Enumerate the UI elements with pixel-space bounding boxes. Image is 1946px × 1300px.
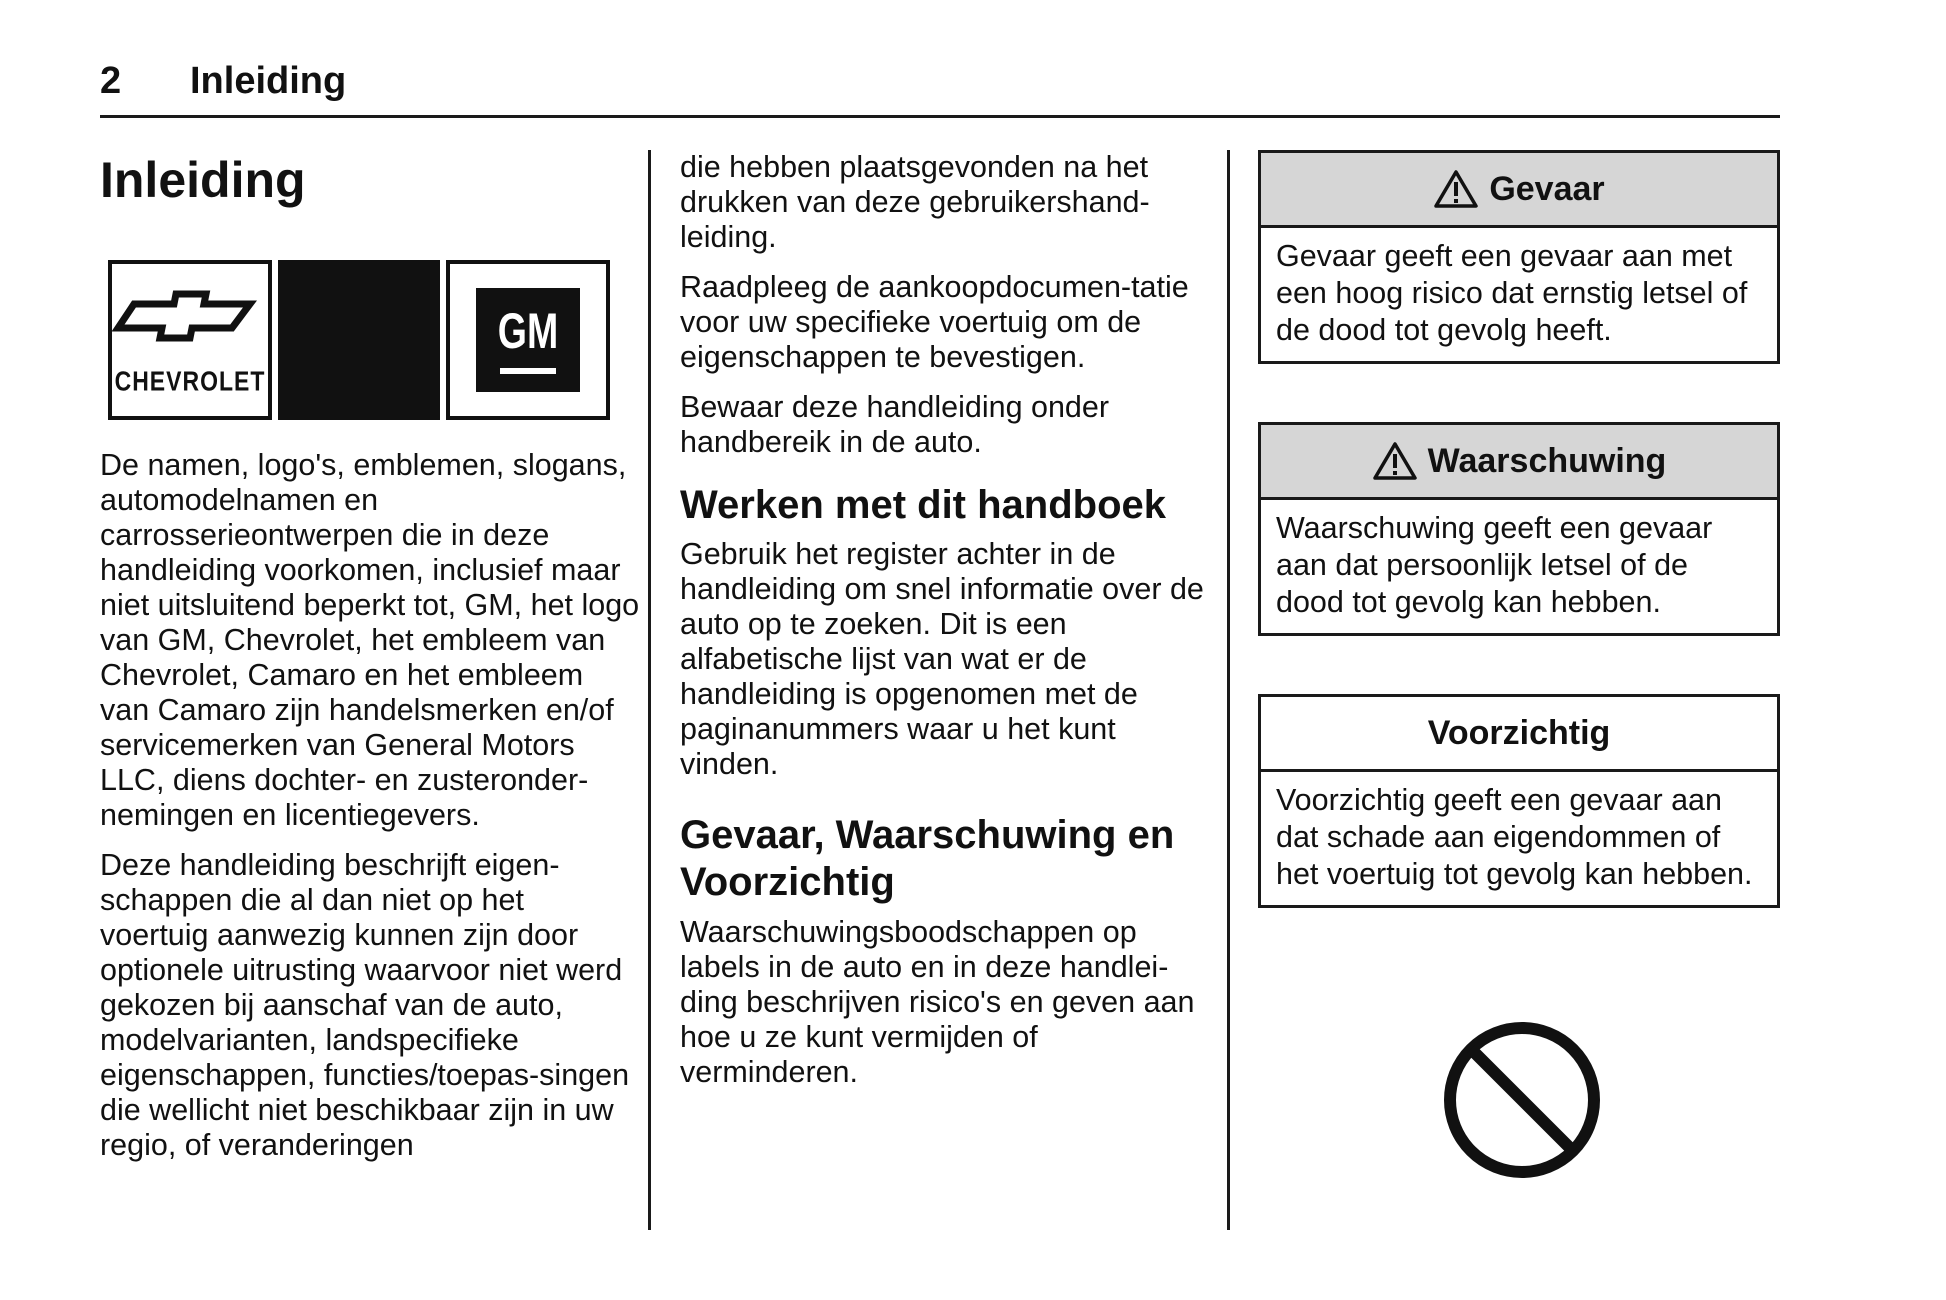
column-2 bbox=[680, 150, 1220, 1090]
warning-notice bbox=[1258, 422, 1780, 636]
warning-title: Waarschuwing bbox=[1427, 441, 1667, 480]
gm-underline bbox=[500, 368, 556, 374]
no-entry-icon bbox=[1442, 1020, 1602, 1180]
danger-notice-header bbox=[1261, 153, 1777, 228]
index-paragraph: Gebruik het register achter in de handleiding om snel informatie over de auto op te zoeken. Dit is een alfabetische lijst van wat er de handleiding is opgenomen met de paginanummers waar u het kunt vinden. bbox=[680, 537, 1204, 782]
section-heading-warnings: Gevaar, Waarschuwing en Voorzichtig bbox=[680, 813, 1175, 905]
warnings-paragraph: Waarschuwingsboodschappen op labels in de auto en in deze handlei-ding beschrijven risico's en geven aan hoe u ze kunt vermijden of verminderen. bbox=[680, 914, 1195, 1089]
warning-triangle-icon bbox=[1433, 169, 1479, 209]
gm-wordmark: GM bbox=[497, 303, 559, 359]
column-1 bbox=[100, 150, 640, 1163]
warning-notice-header bbox=[1261, 425, 1777, 500]
page-number: 2 bbox=[100, 60, 122, 102]
gm-logo bbox=[446, 260, 610, 420]
chevrolet-logo bbox=[108, 260, 272, 420]
running-title: Inleiding bbox=[190, 60, 347, 102]
warning-triangle-icon bbox=[1372, 441, 1418, 481]
caution-notice bbox=[1258, 694, 1780, 908]
gm-emblem bbox=[476, 288, 580, 392]
brand-logos bbox=[100, 260, 610, 425]
keep-manual-paragraph: Bewaar deze handleiding onder handbereik in de auto. bbox=[680, 390, 1110, 459]
column-3 bbox=[1258, 150, 1780, 908]
column-divider bbox=[648, 150, 651, 1230]
caution-title: Voorzichtig bbox=[1427, 713, 1611, 752]
continuation-paragraph: die hebben plaatsgevonden na het drukken van deze gebruikershand-leiding. bbox=[680, 150, 1150, 254]
page-header bbox=[100, 56, 1780, 118]
section-heading-manual: Werken met dit handboek bbox=[680, 483, 1167, 527]
black-placeholder bbox=[278, 260, 440, 420]
danger-title: Gevaar bbox=[1489, 169, 1605, 208]
chapter-title: Inleiding bbox=[100, 152, 306, 208]
caution-notice-header bbox=[1261, 697, 1777, 772]
danger-body: Gevaar geeft een gevaar aan met een hoog risico dat ernstig letsel of de dood tot gevolg heeft. bbox=[1276, 239, 1748, 347]
trademark-paragraph: De namen, logo's, emblemen, slogans, automodelnamen en carrosserieontwerpen die in deze handleiding voorkomen, inclusief maar niet uitsluitend beperkt tot, GM, het logo van GM, Chevrolet, het embleem van Chevrolet, Camaro en het embleem van Camaro zijn handelsmerken en/of servicemerken van General Motors LLC, diens dochter- en zusteronder-nemingen en licentiegevers. bbox=[100, 448, 640, 832]
column-divider bbox=[1227, 150, 1230, 1230]
purchase-docs-paragraph: Raadpleeg de aankoopdocumen-tatie voor uw specifieke voertuig om de eigenschappen te bevestigen. bbox=[680, 270, 1189, 374]
warning-body: Waarschuwing geeft een gevaar aan dat persoonlijk letsel of de dood tot gevolg kan hebben. bbox=[1276, 511, 1713, 619]
danger-notice bbox=[1258, 150, 1780, 364]
bowtie-icon bbox=[112, 264, 268, 364]
features-paragraph: Deze handleiding beschrijft eigen-schappen die al dan niet op het voertuig aanwezig kunnen zijn door optionele uitrusting waarvoor niet werd gekozen bij aanschaf van de auto, modelvarianten, landspecifieke eigenschappen, functies/toepas-singen die wellicht niet beschikbaar zijn in uw regio, of veranderingen bbox=[100, 848, 630, 1162]
caution-body: Voorzichtig geeft een gevaar aan dat schade aan eigendommen of het voertuig tot gevolg kan hebben. bbox=[1276, 783, 1753, 891]
chevrolet-wordmark: CHEVROLET bbox=[114, 365, 266, 397]
